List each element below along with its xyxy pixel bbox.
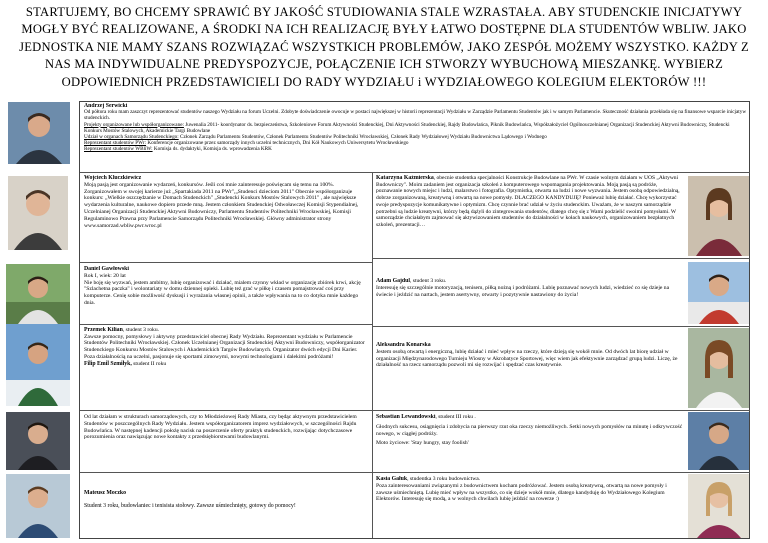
candidate-name: Sebastian Lewandowski	[376, 414, 436, 420]
section-label: Udział w organach Samorządu Studenckiego:	[84, 134, 179, 141]
candidate-galuk	[376, 476, 684, 536]
candidate-name: Katarzyna Kaźmierska	[376, 175, 434, 181]
photo-moczko	[6, 474, 70, 538]
candidate-name: Wojciech Kluczkiewicz	[84, 175, 142, 181]
candidate-year: , student III roku .	[435, 414, 476, 420]
divider	[80, 324, 372, 325]
divider	[80, 410, 372, 411]
candidate-kazmierska	[376, 175, 684, 257]
section-label: Projekty organizowane lub współorganizowane:	[84, 121, 184, 128]
candidate-bio: Jestem osobą otwartą i energiczną, lubię działać i mieć wpływ na rzeczy, które dzieją się wokół mnie. Od dwóch lat biorę udział w organizacji Międzynarodowego Turnieju Wiosny w Akrobatyce Sportowej, więc wiem jak efektywnie zarządzać grupą ludzi. Liczę, że działalność na rzecz samorządu pozwoli mi się rozwijać i spędzać czas kreatywnie.	[376, 348, 678, 369]
candidate-name: Mateusz Moczko	[84, 490, 127, 496]
candidate-bio: Zawsze pomocny, pomysłowy i aktywny przedstawiciel obecnej Rady Wydziału. Reprezentant wydziału w Parlamencie Studentów Politechniki Wrocławskiej. Członek Uczelnianej Organizacji Studenckiej Aktywni Budowniczy, współorganizator Studenckiego Konkursu Mostów Stalowych i Akademickich Targów Budowlanych. Organizator dwóch edycji Dni Karier. Poza działalnością na uczelni, pasjonuje się sportami zimowymi, nowymi technologiami i dalekimi podróżami!	[84, 333, 365, 360]
photo-gawlowski	[6, 264, 70, 324]
candidate-bio: Od lat działam w strukturach samorządowych, czy to Młodzieżowej Rady Miasta, czy będąc aktywnym przedstawicielem Studentów w poszczególnych Rady Wydziału. Jestem współorganizatorem imprez wydziałowych, w szczególności Rajdu Budowlańca. W następnej kadencji położę nacisk na poszerzenie oferty praktyk studenckich, rozwijając dotychczasowe porozumienia oraz nawiązując nowe kontakty z przedsiębiorstwami budowlanymi.	[84, 414, 357, 441]
candidate-year: , student 3 roku.	[122, 327, 160, 333]
candidate-year: Rok I, wiek: 20 lat	[84, 272, 126, 279]
candidate-name: Przemek Kilian	[84, 327, 123, 333]
headline-line-4: NAS MA INDYWIDUALNE PREDYSPOZYCJE, POŁĄCZENIE ICH STWORZY WYBUCHOWĄ MIESZANKĘ. WYBIERZ	[44, 57, 724, 72]
divider	[372, 326, 750, 327]
candidate-bio: Poza zainteresowaniami związanymi z budownictwem kocham podróżować. Jestem osobą kreatywną, otwartą na nowe pomysły i zawsze uśmiechniętą. Lubię mieć wpływ na wszystko, co się dzieje wokół mnie, dlatego kandyduję do Wydziałowego Kolegium Elektorów. Interesuję się modą, a w wolnych chwilach lubię jeździć na rowerze :)	[376, 482, 667, 503]
candidate-name: Filip Emil Szmiłyk,	[84, 360, 132, 367]
column-divider	[372, 172, 373, 538]
section-label: Reprezentant studentów WBliW:	[84, 146, 153, 153]
section-text: Konferencje organizowane przez samorządy innych uczelni technicznych, Dni Kół Naukowych Uniwersytetu Wrocławskiego	[146, 140, 409, 147]
candidate-kilian	[84, 327, 368, 409]
candidate-bio: Głodnych sukcesu, osiągnięcia i zdobycia na pierwszy rzut oka rzeczy niemożliwych. Setki nowych pomysłów na minutę i odkrywczość nowego, w ciągłej podróży.	[376, 423, 683, 437]
candidate-bio: , obecnie studentka specjalności Konstrukcje Budowlane na PWr. W czasie wolnym działam w UOS „Aktywni Budowniczy". Moim zadaniem jest organizacja szkoleń z komputerowego wspomagania projektowania. Moją pasją są podróże, poznawanie nowych miejsc i ludzi, malarstwo i fotografia. Optymistka, otwarta na ludzi i nowe wyzwania. Jestem osobą odpowiedzialną, dobrze zorganizowaną, kreatywną i otwartą na nowe pomysły. DLACZEGO KANDYDUJĘ? Ponieważ lubię działać. Chcę wykorzystać swoje predyspozycje komunikatywne i optymizm. Chcę czynnie brać udział w życiu studenckim. Uważam, że w naszym samorządzie potrzebni są ludzie kreatywni, którzy będą dążyli do zintegrowania studentów, dlatego chcę się z Wami podzielić swoimi pomysłami. W samorządzie chciałabym zajmować się aktywizowaniem studentów do działalności w kołach naukowych, organizowaniem bezpłatnych szkoleń, prezentacji…	[376, 175, 680, 228]
candidate-year: student II roku	[131, 360, 167, 367]
headline-line-5: ODPOWIEDNICH PRZEDSTAWICIELI DO RADY WYDZIAŁU i WYDZIAŁOWEGO KOLEGIUM ELEKTORÓW !!!	[61, 74, 707, 89]
divider	[80, 172, 750, 173]
candidate-moczko	[84, 490, 368, 536]
candidate-gawlowski	[84, 266, 368, 323]
candidate-bio: Nie boję się wyzwań, jestem ambitny, lubię organizować i działać, mialem czynny wkład w organizację zbiórek krwi, akcję "Szlachetna paczka" i wolontariaty w domu dziennej opieki. Lubię też grać w piłkę i czasem pomajstrować coś przy komputerze. Cenię sobie możliwość dyskusji i wyrażania własnej opinii, a także wpływania na to co dotyka mnie każdego dnia.	[84, 279, 361, 306]
candidate-name: Kasia Gałuk	[376, 476, 408, 482]
photo-kilian	[6, 324, 70, 406]
candidate-szmilyk	[84, 414, 368, 471]
headline-line-3: JEDNOSTKA NIE MAMY SZANS ROZWIĄZAĆ WSZYSTKICH PROBLEMÓW, JAKO ZESPÓŁ MOŻEMY WSZYSTKO. KAŻDY Z	[19, 39, 749, 54]
candidate-name: Andrzej Serwicki	[84, 103, 128, 109]
headline-line-2: MOGŁY BYĆ REALIZOWANE, A ŚRODKI NA ICH REALIZACJĘ BYŁY ŁATWO DOSTĘPNE DLA STUDENTÓW WBLIW. JAKO	[21, 22, 747, 37]
candidate-bio: Od półtora roku mam zaszczyt reprezentować studentów naszego Wydziału na forum Uczelni. Zdobyte doświadczenie owocuje w postaci największej w historii reprezentacji Wydziału w Zarządzie Parlamentu Studentów jak i w samym Parlamencie. Skuteczność działania przekłada się na finansowe wsparcie inicjatyw studenckich.	[84, 109, 747, 122]
photo-szmilyk	[6, 412, 70, 470]
candidate-kluczkiewicz	[84, 175, 368, 261]
candidate-bio: Student 3 roku, budowlaniec i tenisista stołowy. Zawsze uśmiechnięty, gotowy do pomocy!	[84, 503, 296, 510]
headline	[0, 4, 768, 91]
candidate-motto: Moto życiowe: 'Stay hungry, stay foolish'	[376, 440, 469, 447]
candidate-lewandowski	[376, 414, 684, 471]
photo-serwicki	[8, 102, 70, 164]
divider	[372, 410, 750, 411]
candidate-name: Adam Gajdul	[376, 278, 410, 284]
candidate-year: , studentka 3 roku budownictwa.	[407, 476, 481, 482]
section-text: Członek Zarządu Parlamentu Studentów, Członek Parlamentu Studentów Politechniki Wrocławskiej, Członek Rady Wydziałowej Wydziału Budownictwa Lądowego i Wodnego	[178, 134, 547, 141]
candidate-bio: Interesuję się szczególnie motoryzacją, tenisem, piłką nożną i podróżami. Lubię poznawać nowych ludzi, wiedzieć co się dzieje na świecie i jeździć na nartach, jestem asertywny, otwarty i pozytywnie nastawiony do życia!	[376, 284, 670, 298]
candidate-gajdul	[376, 278, 684, 324]
candidate-konarska	[376, 342, 684, 408]
candidate-year: , student 3 roku.	[409, 278, 447, 284]
photo-kluczkiewicz	[8, 176, 68, 250]
candidate-name: Daniel Gawłowski	[84, 266, 129, 272]
section-text: Juwenalia 2011- koordynator ds. bezpieczeństwa, Szkoleniowe Forum Aktywności Studenckiej, Dni Aktywności Studenckiej, Rajdy Budowlańca, Piknik Budowlańca, Współzałożyciel Ogólnouczelnianej Organizacji Studenckiej Aktywni Budowniczy, Studencki Konkurs Mostów Stalowych, Akademickie Targi Budowlane	[84, 121, 730, 134]
section-text: Komisja ds. dydaktyki, Komisja ds. wprowadzenia KRK	[152, 146, 272, 153]
divider	[80, 262, 372, 263]
divider	[80, 472, 750, 473]
divider	[372, 258, 750, 259]
headline-line-1: STARTUJEMY, BO CHCEMY SPRAWIĆ BY JAKOŚĆ STUDIOWANIA STALE WZRASTAŁA. ABY STUDENCKIE INICJATYWY	[25, 5, 743, 19]
candidate-bio: Moją pasją jest organizowanie wydarzeń, konkursów. Jeśli coś mnie zainteresuje poświęcam się temu na 100%. Zorganizowałem w swojej karierze już „Spartakiada 2011 na PWr",„Studenci dzieciom 2011" Obecnie współorganizuje konkurs: „Wielkie oszczędzanie w Domach Studenckich" „Studencki Konkurs Mostów Stalowych 2011" , ale największe wydarzenia kulturalne, naukowe dopiero przede mną. Jestem członkiem Studenckiej Odwoławczej Komisji Stypendialnej, Uczelnianej Organizacji Studenckiej Aktywni Budowniczy, Parlamentu Studentów Politechniki Wrocławskiej, Komisji Regulaminowo Prawna przy Parlamencie Samorządu Politechniki Wrocławskiej. Główny administrator strony www.samorzad.wbliw.pwr.wroc.pl	[84, 181, 359, 229]
candidate-serwicki	[84, 103, 748, 171]
candidate-name: Aleksandra Konarska	[376, 342, 431, 348]
section-label: Reprezentant studentów PWr:	[84, 140, 147, 147]
